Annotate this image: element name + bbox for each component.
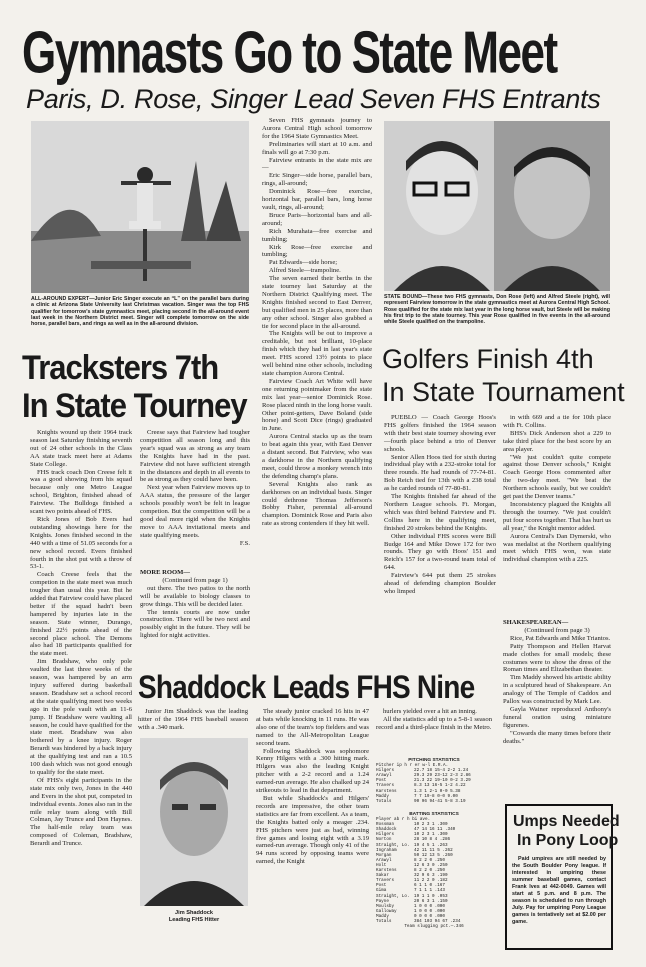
stat-values: 19 1 1 0 .053 — [414, 893, 448, 899]
paragraph: Rick Jones of Bob Evers had outstanding showings here for the Knights. Jones finished second in the 440 with a time of 51.05 seconds for a new school record. Evers finished fourth in the shot put with a throw of 53-1. — [30, 515, 132, 571]
paragraph: Fairview's 644 put them 25 strokes ahead of defending champion Boulder who limped — [384, 572, 496, 595]
paragraph: Fairview entrants in the state mix are— — [262, 156, 372, 172]
paragraph: Junior Jim Shaddock was the leading hitter of the 1964 FHS baseball season with a .340 mark. — [138, 708, 248, 731]
track-headline-1: Tracksters 7th — [22, 348, 219, 387]
player-name: Moulsby — [376, 903, 395, 909]
stat-values: 8.3 13 16-5 1-2 4.22 — [414, 783, 466, 789]
paragraph: Seven FHS gymnasts journey to Aurora Central High school tomorrow for the 1964 State Gymnastics Meet. — [262, 117, 372, 140]
paragraph: Coach Creese feels that the competion in the state meet was much tougher than usual this year. But he added that Fairview could have placed better if the squad hadn't been hampered by injuries late in the season. State winner, Durango, finished 22½ points ahead of the second place school. The Demons also had 18 participants qualified for the state meet. — [30, 571, 132, 658]
stat-values: 42 11 11 5 .262 — [414, 847, 453, 853]
player-name: Hilgers — [376, 768, 395, 774]
caption-title: Leading FHS Hitter — [168, 916, 220, 923]
track-story-col1 — [30, 429, 132, 899]
stat-values: 50 12 13 5 .260 — [414, 852, 453, 858]
stats-header: Player ab r h bi ave. — [376, 817, 431, 823]
sub-headline: Paris, D. Rose, Singer Lead Seven FHS Entrants — [26, 84, 601, 114]
stat-values: 47 14 16 11 .340 — [414, 827, 456, 833]
continued-line: (Continued from page 1) — [162, 576, 228, 584]
paragraph: Gayla Wainer reproduced Anthony's funeral oration using miniature figurenes. — [503, 705, 611, 729]
umps-headline-2: In Pony Loop — [517, 832, 619, 849]
golf-headline-1: Golfers Finish 4th — [382, 344, 594, 374]
stat-values: 7 7 19-8 0-0 9.00 — [414, 793, 458, 799]
more-room-story — [140, 567, 250, 663]
stat-values: 6 1 1 0 .167 — [414, 883, 445, 889]
stat-values: 10 2 3 1 .300 — [414, 832, 448, 838]
caption-lead: ALL-AROUND EXPERT — [31, 296, 90, 302]
paragraph: All the statistics add up to a 5-8-1 season record and a third-place finish in the Metro. — [376, 715, 492, 731]
paragraph: out there. The two patios to the north will be available to biology classes to grow things. This will be decided later. — [140, 584, 250, 608]
paragraph: Pat Edwards—side horse; — [269, 259, 338, 267]
paragraph: Rich Murahata—free exercise and tumbling; — [262, 227, 372, 243]
paragraph: Following Shaddock was sophomore Kenny Hilgers with a .300 hitting mark. Hilgers was also the leading Knight pitcher with a 2-2 record and a 1.24 earned-run average. He also chalked up 24 strikeouts to lead in that department. — [256, 747, 369, 795]
track-story-col2 — [140, 429, 250, 565]
stat-values: 12 6 3 0 .250 — [414, 862, 448, 868]
umps-text: Paid umpires are still needed by the South Boulder Pony league. If interested in umpiring these summer baseball games, contact Frank Ives at 442-0049. Games will start at 5 p.m. and 8 p.m. The season is scheduled to run through July. Pay for umpiring Pony League games is tentatively set at $2.00 per game. — [512, 856, 606, 925]
paragraph: "We just couldn't quite compete against those Denver schools," Knight Coach George Hoos commented after the two-day meet. "We beat the Northern schools easily, but we couldn't get past the Denver teams." — [503, 453, 611, 501]
paragraph: Several Knights also rank as darkhorses on an individual basis. Singer could dethrone Thomas Jefferson's Bobby Fisher, perennial all-around champion. Dominick Rose and Paris also rate as strong contenders if they hit well. — [262, 480, 372, 528]
player-name: Maddy — [376, 793, 389, 799]
paragraph: Senior Allen Hoos tied for sixth during individual play with a 232-stroke total for three rounds. He had rounds of 77-74-81. Bob Reich tied for 13th with a 238 total as he carded rounds of 77-80-81. — [384, 453, 496, 493]
main-headline: Gymnasts Go to State Meet — [22, 20, 557, 87]
paragraph: Inconsistency plagued the Knights all through the tourney. "We just couldn't put four scores together. That has hurt us all year," the Knight mentor added. — [503, 500, 611, 532]
pitching-stats-table — [376, 758, 492, 810]
paragraph: Kirk Rose—free exercise and tumbling; — [262, 243, 372, 259]
stat-values: 10 2 3 1 .300 — [414, 822, 448, 828]
stat-values: 7 1 1 1 .143 — [414, 888, 445, 894]
umps-box — [505, 804, 620, 950]
golf-story-col2 — [503, 414, 611, 614]
player-name: Karstens — [376, 788, 397, 794]
shakespearean-story — [503, 617, 611, 799]
gymnastics-story — [262, 117, 372, 528]
table-row — [376, 799, 492, 804]
batting-stats-table — [376, 812, 492, 954]
paragraph: in with 669 and a tie for 10th place with Ft. Collins. — [503, 414, 611, 429]
player-name: Totals — [376, 798, 392, 804]
shaddock-photo — [140, 738, 248, 906]
stat-values: 28 10 8 4 .286 — [414, 837, 451, 843]
player-name: Travers — [376, 878, 395, 884]
paragraph: Rice, Pat Edwards and Mike Triantos. — [510, 634, 611, 642]
shaddock-photo-caption — [140, 910, 248, 924]
paragraph: Creese says that Fairview had tougher competition all season long and this year's squad was as strong as any team the Knights have had in the past. Fairview did not have sufficient strength in the distances and depth in all events to be as strong as they could have been. — [140, 429, 250, 484]
paragraph: Dominick Rose—free exercise, horizontal bar, parallel bars, long horse vault, rings, all-around; — [262, 188, 372, 211]
umps-headline-1: Umps Needed — [513, 813, 620, 830]
player-name: Shaddock — [376, 827, 397, 833]
stat-values: 8 2 2 0 .250 — [414, 857, 445, 863]
paragraph: "Cowards die many times before their deaths." — [503, 729, 611, 745]
shaddock-headline: Shaddock Leads FHS Nine — [138, 669, 475, 705]
player-name: Sakar — [376, 873, 389, 879]
story-title: SHAKESPEAREAN— — [503, 619, 569, 626]
shaddock-story-col1 — [138, 708, 248, 738]
paragraph: PUEBLO — Coach George Hoos's FHS golfers finished the 1964 season with their best state tourney showing ever—fourth place behind a trio of Denver schools. — [384, 414, 496, 453]
stat-values: 22.7 18 15-4 2-2 1.24 — [414, 768, 469, 774]
player-name: Gima — [376, 888, 387, 894]
gymnast-photo-caption — [31, 296, 249, 338]
player-name: Totals — [376, 918, 392, 924]
paragraph: The Knights finished far ahead of the Northern League schools. Ft. Morgan, which was third behind Fairview and Ft. Collins here in the qualifying meet, finished 20 strokes behind the Knights. — [384, 493, 496, 532]
stats-title: PITCHING STATISTICS — [408, 758, 460, 763]
paragraph: Fairview Coach Art White will have one returning pointmaker from the state mix last year—senior Dominick Rose. Rose placed ninth in the long horse vault. Other point-getters, Dave Boland (side horse) and Scott Dice (rings) graduated in June. — [262, 377, 372, 433]
player-name: Straight, Lo. — [376, 893, 410, 899]
paragraph: FHS track coach Don Creese felt it was a good showing from his squad because only one Metro League school, Brighton, finished ahead of Fairview. The Bulldogs finished a scant two points ahead of FHS. — [30, 468, 132, 516]
paragraph: The Knights will be out to improve a creditable, but not brilliant, 10-place finish which they had in last year's state meet. FHS scored 13½ points to place well behind nine other schools, including state champion Aurora Central. — [262, 330, 372, 377]
player-name: Travers — [376, 783, 395, 789]
shaddock-story-col2 — [256, 708, 369, 948]
player-name: Rossman — [376, 822, 395, 828]
paragraph: BHS's Dick Anderson shot a 229 to take third place for the best score by an area player. — [503, 429, 611, 453]
player-name: Arawyl — [376, 857, 392, 863]
player-name: Post — [376, 778, 387, 784]
stat-values: 32 9 6 3 .190 — [414, 873, 448, 879]
stat-values: 21.3 22 19-10 0-2 3.29 — [414, 778, 471, 784]
story-title: MORE ROOM— — [140, 569, 190, 576]
caption-lead: STATE BOUND — [384, 294, 422, 300]
paragraph: Knights wound up their 1964 track season last Saturday finishing seventh out of 24 other schools in the Class AA state track meet here at Adams State College. — [30, 429, 132, 468]
paragraph: Next year when Fairview moves up to AAA status, the pressure of the larger schools possibly won't be felt in league competion. But the competition will be a good deal more rigid when the Knights move to AAA invitational meets and state qualifying meets. — [140, 484, 250, 539]
paragraph: hurlers yielded over a hit an inning. — [383, 708, 477, 715]
stats-footer: Team slugging pct.—.346 — [404, 924, 464, 930]
shaddock-story-col3 — [376, 708, 492, 756]
stat-values: 1 0 0 0 .000 — [414, 903, 445, 909]
stats-header: Pitcher ip h r er w-l E.R.A. — [376, 763, 449, 769]
paragraph: The tennis courts are now under construction. There will be two next and possibly eight in the future. They will be lighted for night activities. — [140, 608, 250, 640]
paragraph: Alfred Steele—trampoline. — [269, 267, 341, 275]
stat-values: 29.3 29 23-12 2-3 2.86 — [414, 773, 471, 779]
caption-text: —Junior Eric Singer execute an “L” on the parallel bars during a clinic at Arizona State University last Christmas vacation. Singer was the top FHS qualifier for tomorrow's state gymnastics meet, placing second in the all-around event last week in the Northern District meet. Singer will complete tomorrow on the side horse, parallel bars, and rings as well as in the all-around division. — [31, 296, 249, 328]
stat-values: 1 0 0 0 .000 — [414, 908, 445, 914]
player-name: Karstens — [376, 868, 397, 874]
state-bound-caption — [384, 294, 610, 338]
golf-story-col1 — [384, 414, 496, 670]
paragraph: Of FHS's eight participants in the state mix only two, Jones in the 440 and Evers in the shot put, competed in individual events. Jones also ran in the mile relay team along with Bill Colman, Jay Trunce and Don Haynes. The half-mile relay team was composed of Coleman, Bradshaw, Berardi and Trunce. — [30, 776, 133, 848]
stats-title: BATTING STATISTICS — [409, 812, 459, 817]
stat-values: 19 4 5 1 .263 — [414, 842, 448, 848]
golf-headline-2: In State Tournament — [382, 377, 625, 407]
player-name: Morgan — [376, 852, 392, 858]
player-name: Payne — [376, 898, 389, 904]
player-name: Maddy — [376, 913, 389, 919]
state-bound-photo — [384, 121, 610, 291]
paragraph: The seven earned their berths in the state tourney last Saturday at the Northern District Qualifying meet. The Knights finished second to East Denver, but qualified men in 25 places, more than any other school. Singer also grabbed a tie for second place in the all-around. — [262, 275, 372, 330]
stat-values: 90 96 94-41 5-8 3.19 — [414, 798, 466, 804]
player-name: Galloway — [376, 908, 397, 914]
track-headline-2: In State Tourney — [22, 386, 247, 425]
paragraph: Aurora Central's Dan Dymerski, who was medalist at the Northern qualifying meet which FHS won, was state individual champion with a 225. — [503, 532, 611, 564]
player-name: Holt — [376, 862, 387, 868]
paragraph: The steady junior cracked 16 hits in 47 at bats while knocking in 11 runs. He was also one of the team's top fielders and was named to the All-Metropolitan League second team. — [256, 708, 369, 747]
stat-values: 11 2 2 0 .182 — [414, 878, 448, 884]
paragraph: Jim Bradshaw, who only pole vaulted the last three weeks of the season, was hampered by an arm injury suffered during basketball season. Bradshaw set a school record at the state qualifying meet two weeks ago in the pole vault with an 11-6 jump. If Bradshaw were vaulting all season, he could have qualified for the state meet. Bradshaw was also bothered by a knee injury. Roger Berardi was hindered by a back injury at the qualifying test and ran a 10.5 100 dash which was not good enough to qualify for the state meet. — [30, 658, 132, 776]
gymnast-photo — [31, 121, 249, 293]
stat-values: 1.3 1 2-1 0-0 5.38 — [414, 788, 461, 794]
continued-line: (Continued from page 3) — [524, 626, 590, 634]
stat-values: 384 103 94 67 .234 — [414, 918, 461, 924]
caption-text: —These two FHS gymnasts, Don Rose (left) and Alfred Steele (right), will represent Fairview tomorrow in the state gymnastics meet at Aurora Central High School. Rose qualified for the state mix last year in the long horse vault, but Steele will be making his first trip to the state tourney. This year Rose qualified in five events in the all-around while Steele qualified on the trampoline. — [384, 294, 610, 326]
player-name: Norton — [376, 837, 392, 843]
byline-initials: F.S. — [239, 539, 250, 547]
player-name: Straight, Lo. — [376, 842, 410, 848]
paragraph: Eric Singer—side horse, parallel bars, rings, all-around; — [262, 172, 372, 188]
player-name: Ingraham — [376, 847, 397, 853]
player-name: Arawyl — [376, 773, 392, 779]
paragraph: But while Shaddock's and Hilgers' records are impressive, the other team statistics are far from excellent. As a team, the Knights batted only a meager .234. FHS pitchers were just as bad, winning five games and losing eight with a 3.19 earned-run average. Though only 41 of the 94 runs scored by opposing teams were earned, the Knight — [256, 794, 369, 866]
stat-values: 8 2 2 0 .250 — [414, 868, 445, 874]
stat-values: 20 6 3 1 .150 — [414, 898, 448, 904]
player-name: Post — [376, 883, 387, 889]
paragraph: Patty Thompson and Hellen Harvat made clothes for small models; these costumes were to show the dress of the Roman times and Elizabethan theater. — [503, 642, 611, 674]
paragraph: Other individual FHS scores were Bill Budge 164 and Mike Dowe 172 for two rounds. They go with Hoos' 151 and Reich's 157 for a two-round team total of 644. — [384, 532, 496, 572]
caption-name: Jim Shaddock — [175, 910, 213, 916]
paragraph: Bruce Paris—horizontal bars and all-around; — [262, 211, 372, 227]
player-name: Hilgers — [376, 832, 395, 838]
paragraph: Preliminaries will start at 10 a.m. and finals will go at 7:30 p.m. — [262, 140, 372, 156]
paragraph: Tim Maddy showed his artistic ability in a sculptured head of Shakespeare. An analogy of The Temple of Caddox and Pallox was constructed by Mark Lee. — [503, 674, 611, 706]
stat-values: 0 0 0 0 .000 — [414, 913, 445, 919]
paragraph: Aurora Central stacks up as the team to beat again this year, with East Denver a distant second. But Fairview, who was a darkhorse in the Northern qualifying meet, could throw a monkey wrench into the defending champ's plans. — [262, 433, 372, 480]
